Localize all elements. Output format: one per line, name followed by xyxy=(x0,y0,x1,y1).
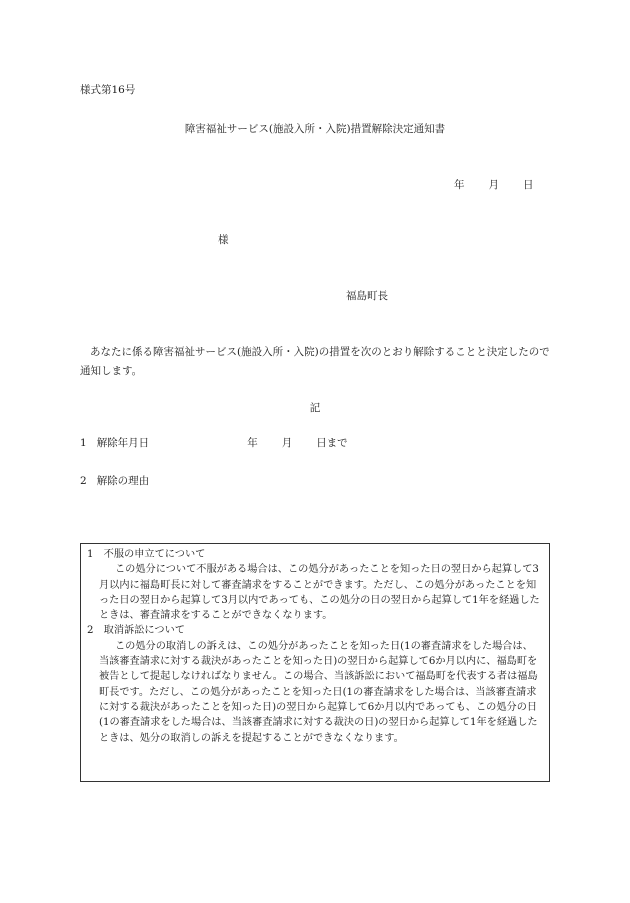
form-number: 様式第16号 xyxy=(80,84,136,96)
date-month: 月 xyxy=(488,179,499,191)
date-year: 年 xyxy=(454,179,465,191)
ki-heading: 記 xyxy=(309,402,321,414)
addressee-suffix: 様 xyxy=(218,234,229,246)
release-until: 日まで xyxy=(316,437,348,449)
item-number: 1 xyxy=(80,437,87,449)
item-release-date xyxy=(80,435,348,450)
item-release-reason xyxy=(80,473,149,488)
item-label: 解除年月日 xyxy=(96,437,150,449)
lawsuit-heading: 2 取消訴訟について xyxy=(87,625,185,637)
lawsuit-text: この処分の取消しの訴えは、この処分があったことを知った日(1の審査請求をした場合は、当該審査請求に対する裁決があったことを知った日)の翌日から起算して6か月以内に、福島町を被告として提起しなければなりません。この場合、当該訴訟において福島町を代表する者は福島町長です。ただし、この処分があったことを知った日(1の審査請求をした場合は、当該審査請求に対する裁決があったことを知った日)の翌日から起算して6か月以内であっても、この処分の日(1の審査請求をした場合は、当該審査請求に対する裁決の日)の翌日から起算して1年を経過したときは、処分の取消しの訴えを提起することができなくなります。 xyxy=(99,640,538,744)
appeal-text: この処分について不服がある場合は、この処分があったことを知った日の翌日から起算して3月以内に福島町長に対して審査請求をすることができます。ただし、この処分があったことを知った日の翌日から起算して3月以内であっても、この処分の日の翌日から起算して1年を経過したときは、審査請求をすることができなくなります。 xyxy=(99,564,540,622)
release-month: 月 xyxy=(281,437,293,449)
issuer: 福島町長 xyxy=(346,290,388,302)
document-title: 障害福祉サービス(施設入所・入院)措置解除決定通知書 xyxy=(184,123,446,135)
appeal-notice-box xyxy=(80,543,550,782)
date-day: 日 xyxy=(523,179,534,191)
item-number: 2 xyxy=(80,475,87,487)
appeal-heading: 1 不服の申立てについて xyxy=(87,549,206,560)
item-label: 解除の理由 xyxy=(96,475,150,487)
body-text: あなたに係る障害福祉サービス(施設入所・入院)の措置を次のとおり解除することと決定したので通知します。 xyxy=(80,346,550,377)
date-line xyxy=(454,177,534,192)
release-year: 年 xyxy=(247,437,258,449)
